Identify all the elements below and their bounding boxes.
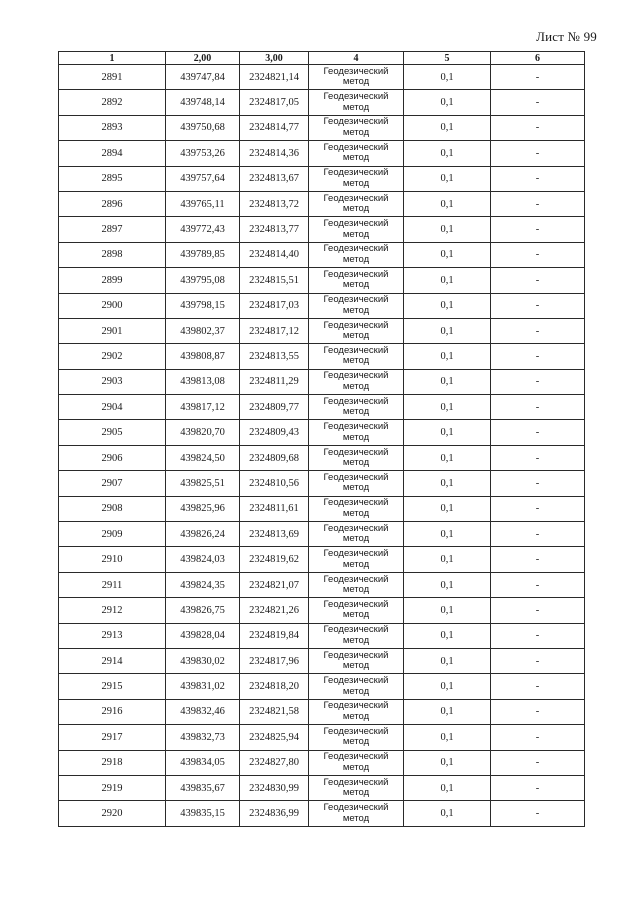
column-header-3: 3,00 [240, 52, 309, 65]
table-header [59, 52, 585, 65]
y-coordinate-cell: 2324821,07 [240, 572, 309, 597]
point-number-cell: 2904 [59, 395, 166, 420]
note-cell: - [491, 217, 585, 242]
point-number-cell: 2919 [59, 775, 166, 800]
note-cell: - [491, 496, 585, 521]
sheet-number-label: Лист № 99 [536, 29, 597, 44]
point-number-cell: 2894 [59, 141, 166, 166]
x-coordinate-cell: 439748,14 [166, 90, 240, 115]
note-cell: - [491, 115, 585, 140]
table-row [59, 496, 585, 521]
accuracy-cell: 0,1 [404, 522, 491, 547]
table-row [59, 395, 585, 420]
accuracy-cell: 0,1 [404, 293, 491, 318]
accuracy-cell: 0,1 [404, 699, 491, 724]
note-cell: - [491, 648, 585, 673]
table-row [59, 674, 585, 699]
coordinates-table [58, 51, 585, 827]
point-number-cell: 2896 [59, 191, 166, 216]
method-cell: Геодезический метод [309, 750, 404, 775]
point-number-cell: 2917 [59, 725, 166, 750]
table-row [59, 598, 585, 623]
accuracy-cell: 0,1 [404, 395, 491, 420]
point-number-cell: 2902 [59, 344, 166, 369]
point-number-cell: 2907 [59, 471, 166, 496]
table-row [59, 775, 585, 800]
accuracy-cell: 0,1 [404, 115, 491, 140]
point-number-cell: 2905 [59, 420, 166, 445]
note-cell: - [491, 547, 585, 572]
y-coordinate-cell: 2324821,14 [240, 65, 309, 90]
table-row [59, 115, 585, 140]
method-cell: Геодезический метод [309, 496, 404, 521]
x-coordinate-cell: 439835,67 [166, 775, 240, 800]
x-coordinate-cell: 439825,51 [166, 471, 240, 496]
point-number-cell: 2897 [59, 217, 166, 242]
method-cell: Геодезический метод [309, 471, 404, 496]
column-header-2: 2,00 [166, 52, 240, 65]
method-cell: Геодезический метод [309, 547, 404, 572]
x-coordinate-cell: 439789,85 [166, 242, 240, 267]
method-cell: Геодезический метод [309, 598, 404, 623]
x-coordinate-cell: 439772,43 [166, 217, 240, 242]
table-row [59, 369, 585, 394]
method-cell: Геодезический метод [309, 141, 404, 166]
x-coordinate-cell: 439813,08 [166, 369, 240, 394]
column-header-5: 5 [404, 52, 491, 65]
note-cell: - [491, 725, 585, 750]
point-number-cell: 2893 [59, 115, 166, 140]
x-coordinate-cell: 439830,02 [166, 648, 240, 673]
table-row [59, 318, 585, 343]
y-coordinate-cell: 2324821,58 [240, 699, 309, 724]
point-number-cell: 2918 [59, 750, 166, 775]
x-coordinate-cell: 439835,15 [166, 801, 240, 826]
accuracy-cell: 0,1 [404, 217, 491, 242]
table-row [59, 648, 585, 673]
column-header-6: 6 [491, 52, 585, 65]
y-coordinate-cell: 2324810,56 [240, 471, 309, 496]
point-number-cell: 2910 [59, 547, 166, 572]
table-row [59, 725, 585, 750]
table-row [59, 547, 585, 572]
method-cell: Геодезический метод [309, 217, 404, 242]
point-number-cell: 2892 [59, 90, 166, 115]
y-coordinate-cell: 2324836,99 [240, 801, 309, 826]
accuracy-cell: 0,1 [404, 191, 491, 216]
note-cell: - [491, 699, 585, 724]
point-number-cell: 2914 [59, 648, 166, 673]
accuracy-cell: 0,1 [404, 318, 491, 343]
note-cell: - [491, 623, 585, 648]
y-coordinate-cell: 2324813,72 [240, 191, 309, 216]
accuracy-cell: 0,1 [404, 344, 491, 369]
accuracy-cell: 0,1 [404, 775, 491, 800]
x-coordinate-cell: 439817,12 [166, 395, 240, 420]
y-coordinate-cell: 2324825,94 [240, 725, 309, 750]
table-row [59, 572, 585, 597]
table-row [59, 191, 585, 216]
note-cell: - [491, 420, 585, 445]
accuracy-cell: 0,1 [404, 547, 491, 572]
x-coordinate-cell: 439826,24 [166, 522, 240, 547]
header-row [59, 52, 585, 65]
table-row [59, 522, 585, 547]
point-number-cell: 2908 [59, 496, 166, 521]
method-cell: Геодезический метод [309, 166, 404, 191]
y-coordinate-cell: 2324814,36 [240, 141, 309, 166]
column-header-1: 1 [59, 52, 166, 65]
y-coordinate-cell: 2324814,40 [240, 242, 309, 267]
accuracy-cell: 0,1 [404, 90, 491, 115]
point-number-cell: 2895 [59, 166, 166, 191]
note-cell: - [491, 191, 585, 216]
x-coordinate-cell: 439825,96 [166, 496, 240, 521]
y-coordinate-cell: 2324813,77 [240, 217, 309, 242]
x-coordinate-cell: 439824,35 [166, 572, 240, 597]
point-number-cell: 2911 [59, 572, 166, 597]
method-cell: Геодезический метод [309, 572, 404, 597]
y-coordinate-cell: 2324815,51 [240, 268, 309, 293]
x-coordinate-cell: 439747,84 [166, 65, 240, 90]
point-number-cell: 2903 [59, 369, 166, 394]
x-coordinate-cell: 439757,64 [166, 166, 240, 191]
table-row [59, 141, 585, 166]
table-row [59, 344, 585, 369]
accuracy-cell: 0,1 [404, 445, 491, 470]
table-row [59, 623, 585, 648]
note-cell: - [491, 572, 585, 597]
table-row [59, 801, 585, 826]
x-coordinate-cell: 439824,03 [166, 547, 240, 572]
accuracy-cell: 0,1 [404, 623, 491, 648]
method-cell: Геодезический метод [309, 115, 404, 140]
x-coordinate-cell: 439750,68 [166, 115, 240, 140]
table-row [59, 166, 585, 191]
x-coordinate-cell: 439795,08 [166, 268, 240, 293]
accuracy-cell: 0,1 [404, 598, 491, 623]
table-row [59, 750, 585, 775]
accuracy-cell: 0,1 [404, 65, 491, 90]
accuracy-cell: 0,1 [404, 166, 491, 191]
accuracy-cell: 0,1 [404, 725, 491, 750]
note-cell: - [491, 318, 585, 343]
point-number-cell: 2906 [59, 445, 166, 470]
point-number-cell: 2916 [59, 699, 166, 724]
accuracy-cell: 0,1 [404, 420, 491, 445]
x-coordinate-cell: 439808,87 [166, 344, 240, 369]
accuracy-cell: 0,1 [404, 648, 491, 673]
point-number-cell: 2900 [59, 293, 166, 318]
column-header-4: 4 [309, 52, 404, 65]
method-cell: Геодезический метод [309, 674, 404, 699]
point-number-cell: 2913 [59, 623, 166, 648]
x-coordinate-cell: 439828,04 [166, 623, 240, 648]
table-row [59, 420, 585, 445]
y-coordinate-cell: 2324819,84 [240, 623, 309, 648]
method-cell: Геодезический метод [309, 420, 404, 445]
accuracy-cell: 0,1 [404, 369, 491, 394]
point-number-cell: 2898 [59, 242, 166, 267]
note-cell: - [491, 242, 585, 267]
note-cell: - [491, 598, 585, 623]
y-coordinate-cell: 2324813,69 [240, 522, 309, 547]
note-cell: - [491, 344, 585, 369]
y-coordinate-cell: 2324811,61 [240, 496, 309, 521]
method-cell: Геодезический метод [309, 344, 404, 369]
note-cell: - [491, 166, 585, 191]
point-number-cell: 2912 [59, 598, 166, 623]
y-coordinate-cell: 2324813,55 [240, 344, 309, 369]
method-cell: Геодезический метод [309, 445, 404, 470]
method-cell: Геодезический метод [309, 268, 404, 293]
y-coordinate-cell: 2324817,96 [240, 648, 309, 673]
x-coordinate-cell: 439753,26 [166, 141, 240, 166]
y-coordinate-cell: 2324817,05 [240, 90, 309, 115]
point-number-cell: 2920 [59, 801, 166, 826]
method-cell: Геодезический метод [309, 293, 404, 318]
note-cell: - [491, 65, 585, 90]
y-coordinate-cell: 2324814,77 [240, 115, 309, 140]
method-cell: Геодезический метод [309, 90, 404, 115]
y-coordinate-cell: 2324821,26 [240, 598, 309, 623]
x-coordinate-cell: 439824,50 [166, 445, 240, 470]
note-cell: - [491, 268, 585, 293]
table-row [59, 699, 585, 724]
y-coordinate-cell: 2324809,43 [240, 420, 309, 445]
table-row [59, 445, 585, 470]
x-coordinate-cell: 439832,46 [166, 699, 240, 724]
x-coordinate-cell: 439831,02 [166, 674, 240, 699]
table-row [59, 217, 585, 242]
y-coordinate-cell: 2324817,03 [240, 293, 309, 318]
y-coordinate-cell: 2324813,67 [240, 166, 309, 191]
accuracy-cell: 0,1 [404, 141, 491, 166]
table-row [59, 65, 585, 90]
method-cell: Геодезический метод [309, 801, 404, 826]
x-coordinate-cell: 439765,11 [166, 191, 240, 216]
note-cell: - [491, 141, 585, 166]
y-coordinate-cell: 2324817,12 [240, 318, 309, 343]
note-cell: - [491, 775, 585, 800]
point-number-cell: 2915 [59, 674, 166, 699]
y-coordinate-cell: 2324809,68 [240, 445, 309, 470]
note-cell: - [491, 293, 585, 318]
table-row [59, 268, 585, 293]
note-cell: - [491, 750, 585, 775]
note-cell: - [491, 395, 585, 420]
accuracy-cell: 0,1 [404, 572, 491, 597]
y-coordinate-cell: 2324830,99 [240, 775, 309, 800]
accuracy-cell: 0,1 [404, 801, 491, 826]
accuracy-cell: 0,1 [404, 242, 491, 267]
y-coordinate-cell: 2324811,29 [240, 369, 309, 394]
y-coordinate-cell: 2324819,62 [240, 547, 309, 572]
x-coordinate-cell: 439834,05 [166, 750, 240, 775]
note-cell: - [491, 522, 585, 547]
point-number-cell: 2909 [59, 522, 166, 547]
note-cell: - [491, 801, 585, 826]
method-cell: Геодезический метод [309, 699, 404, 724]
y-coordinate-cell: 2324818,20 [240, 674, 309, 699]
table-row [59, 242, 585, 267]
method-cell: Геодезический метод [309, 191, 404, 216]
x-coordinate-cell: 439832,73 [166, 725, 240, 750]
point-number-cell: 2901 [59, 318, 166, 343]
note-cell: - [491, 369, 585, 394]
x-coordinate-cell: 439798,15 [166, 293, 240, 318]
note-cell: - [491, 90, 585, 115]
method-cell: Геодезический метод [309, 522, 404, 547]
accuracy-cell: 0,1 [404, 496, 491, 521]
method-cell: Геодезический метод [309, 395, 404, 420]
point-number-cell: 2891 [59, 65, 166, 90]
table-row [59, 90, 585, 115]
accuracy-cell: 0,1 [404, 268, 491, 293]
method-cell: Геодезический метод [309, 369, 404, 394]
x-coordinate-cell: 439802,37 [166, 318, 240, 343]
y-coordinate-cell: 2324827,80 [240, 750, 309, 775]
method-cell: Геодезический метод [309, 775, 404, 800]
note-cell: - [491, 445, 585, 470]
method-cell: Геодезический метод [309, 725, 404, 750]
x-coordinate-cell: 439826,75 [166, 598, 240, 623]
method-cell: Геодезический метод [309, 648, 404, 673]
method-cell: Геодезический метод [309, 623, 404, 648]
method-cell: Геодезический метод [309, 65, 404, 90]
accuracy-cell: 0,1 [404, 471, 491, 496]
accuracy-cell: 0,1 [404, 674, 491, 699]
y-coordinate-cell: 2324809,77 [240, 395, 309, 420]
point-number-cell: 2899 [59, 268, 166, 293]
table-row [59, 471, 585, 496]
accuracy-cell: 0,1 [404, 750, 491, 775]
table-row [59, 293, 585, 318]
x-coordinate-cell: 439820,70 [166, 420, 240, 445]
note-cell: - [491, 471, 585, 496]
table-body [59, 65, 585, 827]
method-cell: Геодезический метод [309, 242, 404, 267]
note-cell: - [491, 674, 585, 699]
method-cell: Геодезический метод [309, 318, 404, 343]
